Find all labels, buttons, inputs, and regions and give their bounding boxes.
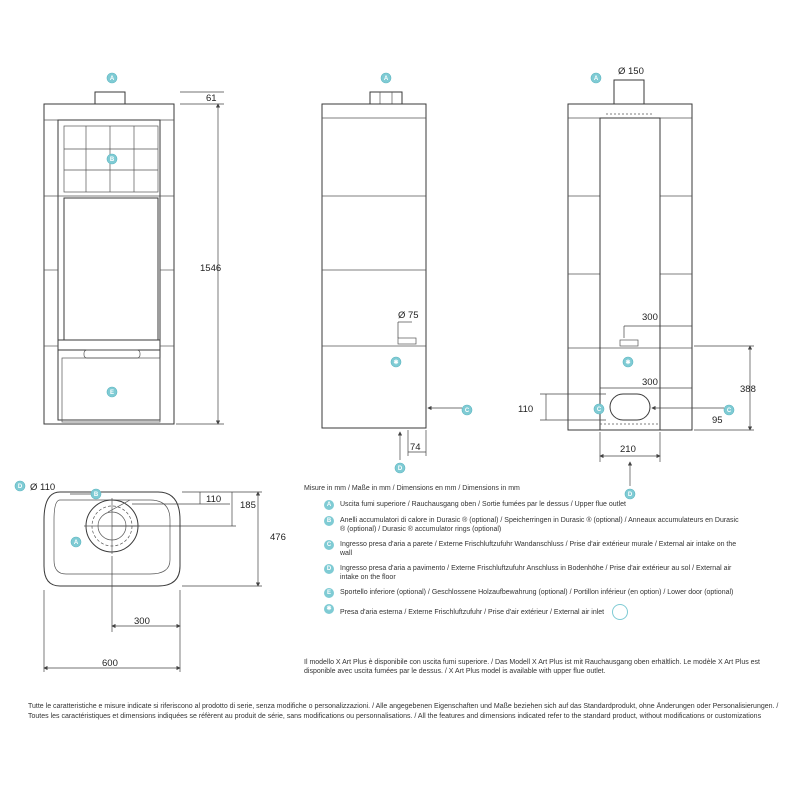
legend-marker: E (324, 588, 334, 598)
legend-item-text: Sportello inferiore (optional) / Geschlossene Holzaufbewahrung (optional) / Portillon inférieur (en option) / Lower door (optional) (340, 589, 734, 596)
dim-front-height: 1546 (200, 263, 222, 274)
marker-d-plan (15, 481, 25, 491)
svg-text:D: D (627, 492, 633, 498)
legend-item-d (304, 564, 784, 582)
svg-text:✱: ✱ (625, 360, 631, 366)
svg-text:B: B (93, 492, 99, 498)
svg-text:D: D (397, 466, 403, 472)
legend-marker: B (324, 516, 334, 526)
svg-text:C: C (726, 408, 732, 414)
marker-a-rear (591, 73, 601, 83)
marker-c-rear-2 (724, 405, 734, 415)
marker-a-front (107, 73, 117, 83)
marker-star-rear (623, 357, 633, 367)
marker-star-side (391, 357, 401, 367)
air-inlet-icon (612, 604, 628, 620)
legend-item-e (304, 588, 784, 598)
svg-text:C: C (464, 408, 470, 414)
marker-c-rear (594, 404, 604, 414)
dim-plan-depth: 476 (270, 532, 286, 543)
legend-item-text: Ingresso presa d'aria a parete / Externe Frischluftzufuhr Wandanschluss / Prise d'air extérieur murale / External air intake on the wall (340, 541, 737, 557)
legend-marker: A (324, 500, 334, 510)
dim-rear-right: 95 (712, 415, 723, 426)
legend-marker: ✱ (324, 604, 334, 614)
marker-a-plan (71, 537, 81, 547)
svg-text:A: A (109, 76, 115, 82)
legend-item-star (304, 604, 784, 620)
legend (304, 484, 784, 626)
availability-note: Il modello X Art Plus è disponibile con uscita fumi superiore. / Das Modell X Art Plus ist mit Rauchausgang oben erhältlich. Le modèle X Art Plus est disponible avec uscita fumées par le dessus. / X Art Plus model is available with upper flue outlet. (304, 659, 761, 675)
legend-item-a (304, 500, 784, 510)
legend-star-text: Presa d'aria esterna / Externe Frischluftzufuhr / Prise d'air extérieur / External air inlet (340, 608, 605, 616)
marker-a-side (381, 73, 391, 83)
svg-text:A: A (73, 540, 79, 546)
marker-e-front (107, 387, 117, 397)
legend-item-text: Anelli accumulatori di calore in Durasic ® (optional) / Speicherringen in Durasic ® (optional) / Anneaux accumulateurs en Durasic ® (optional) / Durasic ® accumulator rings (optional) (340, 517, 739, 533)
dim-plan-110: 110 (206, 494, 222, 505)
side-view (322, 92, 462, 460)
legend-item-text: Uscita fumi superiore / Rauchausgang oben / Sortie fumées par le dessus / Upper flue outlet (340, 501, 626, 508)
plan-view (44, 492, 262, 672)
dim-flue-diameter: Ø 150 (618, 66, 644, 77)
dim-front-top: 61 (206, 93, 217, 104)
front-view (44, 92, 224, 424)
dim-air-inlet-diameter: Ø 75 (398, 310, 419, 321)
disclaimer: Tutte le caratteristiche e misure indicate si riferiscono al prodotto di serie, senza modifiche o personalizzazioni. / Alle angegebenen Eigenschaften und Maße beziehen sich auf das Standardprodukt, ohne Änderungen oder Personalisierungen. / Toutes les caractéristiques et dimensions indiquées se réfèrent au produit de série, sans modifications ou personnalisations. / All the features and dimensions indicated refer to the standard product, without modifications or customizations (28, 703, 779, 720)
legend-units: Misure in mm / Maße in mm / Dimensions en mm / Dimensions in mm (304, 485, 520, 492)
marker-c-side (462, 405, 472, 415)
dim-rear-inlet-height: 110 (518, 404, 534, 415)
legend-item-text: Ingresso presa d'aria a pavimento / Externe Frischluftzufuhr Anschluss in Bodenhöhe / Prise d'air extérieur au sol / External air intake on the floor (340, 565, 732, 581)
legend-marker: C (324, 540, 334, 550)
dim-bottom-offset: 74 (410, 442, 421, 453)
svg-text:A: A (383, 76, 389, 82)
dim-plan-width: 600 (102, 658, 118, 669)
legend-marker: D (324, 564, 334, 574)
svg-text:B: B (109, 157, 115, 163)
dim-rear-width: 210 (620, 444, 636, 455)
marker-b-front (107, 154, 117, 164)
dim-plan-300: 300 (134, 616, 150, 627)
marker-d-side (395, 463, 405, 473)
dim-rear-height: 388 (740, 384, 756, 395)
svg-text:A: A (593, 76, 599, 82)
legend-item-c (304, 540, 784, 558)
dim-plan-185: 185 (240, 500, 256, 511)
dim-rear-inlet-offset: 300 (642, 312, 658, 323)
legend-item-b (304, 516, 784, 534)
legend-item-text (340, 604, 740, 620)
dim-plan-diameter: Ø 110 (30, 482, 56, 493)
svg-text:D: D (17, 484, 23, 490)
svg-text:C: C (596, 407, 602, 413)
svg-text:E: E (109, 390, 115, 396)
marker-b-plan (91, 489, 101, 499)
dim-rear-inlet-width: 300 (642, 377, 658, 388)
svg-text:✱: ✱ (393, 360, 399, 366)
